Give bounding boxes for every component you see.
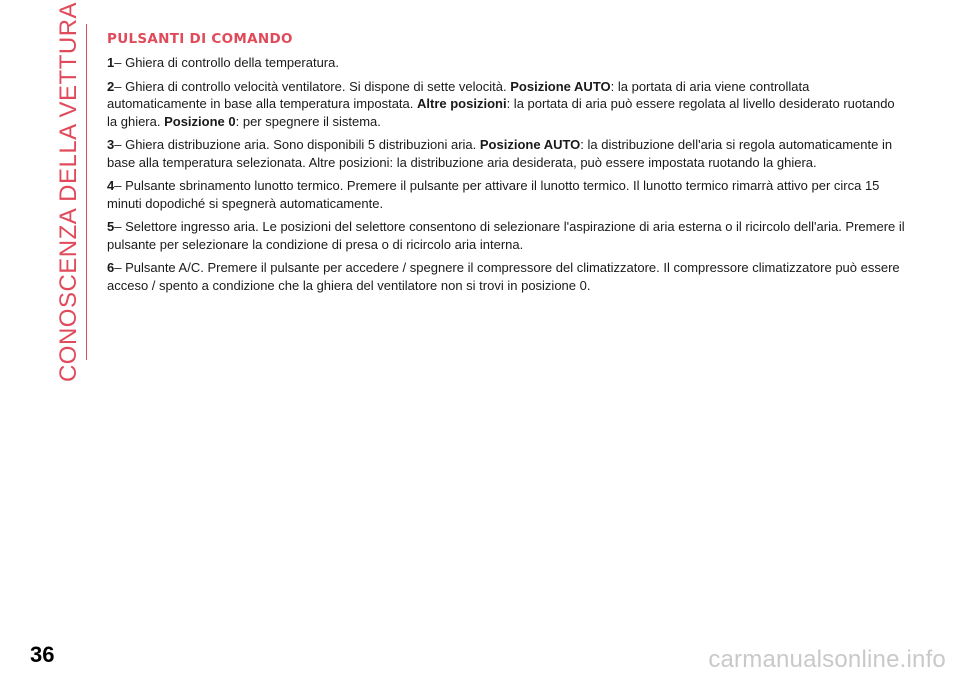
page-number: 36 bbox=[30, 642, 55, 667]
side-section-title-text: CONOSCENZA DELLA VETTURA bbox=[55, 1, 82, 383]
item-bold-term: Posizione AUTO bbox=[510, 78, 611, 94]
item-number: 5 bbox=[107, 219, 115, 234]
item-number: 2 bbox=[107, 78, 115, 94]
item-text: : per spegnere il sistema. bbox=[235, 113, 381, 129]
item-text: – Ghiera di controllo velocità ventilatore. Si dispone di sette velocità. bbox=[114, 78, 511, 94]
section-title: PULSANTI DI COMANDO bbox=[107, 31, 293, 47]
item-number: 1 bbox=[107, 55, 115, 70]
item-text: – Selettore ingresso aria. Le posizioni del selettore consentono di selezionare l'aspirazione di aria esterna o il ricircolo dell'aria. Premere il pulsante per selezionare la condizione di presa o di ricircolo aria interna. bbox=[107, 219, 905, 252]
item-text: – Pulsante A/C. Premere il pulsante per accedere / spegnere il compressore del climatizzatore. Il compressore climatizzatore può essere acceso / spento a condizione che la ghiera del ventilatore non si trovi in posizione 0. bbox=[107, 260, 900, 293]
main-content bbox=[107, 30, 907, 300]
list-item-3 bbox=[107, 136, 907, 171]
item-text: : la portata di aria viene controllata automaticamente in base alla temperatura impostata. bbox=[107, 78, 810, 111]
item-bold-term: Posizione AUTO bbox=[479, 137, 581, 152]
item-number: 4 bbox=[107, 178, 115, 193]
item-bold-term: Altre posizioni bbox=[417, 96, 507, 111]
item-text: : la portata di aria può essere regolata al livello desiderato ruotando la ghiera. bbox=[107, 96, 895, 129]
list-item-1 bbox=[107, 54, 907, 72]
item-number: 3 bbox=[107, 137, 115, 152]
item-text: – Ghiera di controllo della temperatura. bbox=[114, 55, 339, 70]
watermark: carmanualsonline.info bbox=[708, 646, 946, 673]
item-number: 6 bbox=[107, 260, 115, 275]
list-item-6 bbox=[107, 259, 907, 294]
item-text: – Ghiera distribuzione aria. Sono disponibili 5 distribuzioni aria. bbox=[114, 137, 480, 152]
item-text: : la distribuzione dell'aria si regola automaticamente in base alla temperatura selezionata. Altre posizioni: la distribuzione aria desiderata, può essere impostata ruotando la ghiera. bbox=[107, 137, 893, 170]
list-item-2 bbox=[107, 78, 907, 131]
item-bold-term: Posizione 0 bbox=[164, 113, 236, 129]
item-text: – Pulsante sbrinamento lunotto termico. Premere il pulsante per attivare il lunotto termico. Il lunotto termico rimarrà attivo per circa 15 minuti dopodiché si spegnerà automaticamente. bbox=[107, 178, 880, 211]
side-section-title bbox=[52, 1, 87, 383]
list-item-5 bbox=[107, 218, 907, 253]
list-item-4 bbox=[107, 177, 907, 212]
